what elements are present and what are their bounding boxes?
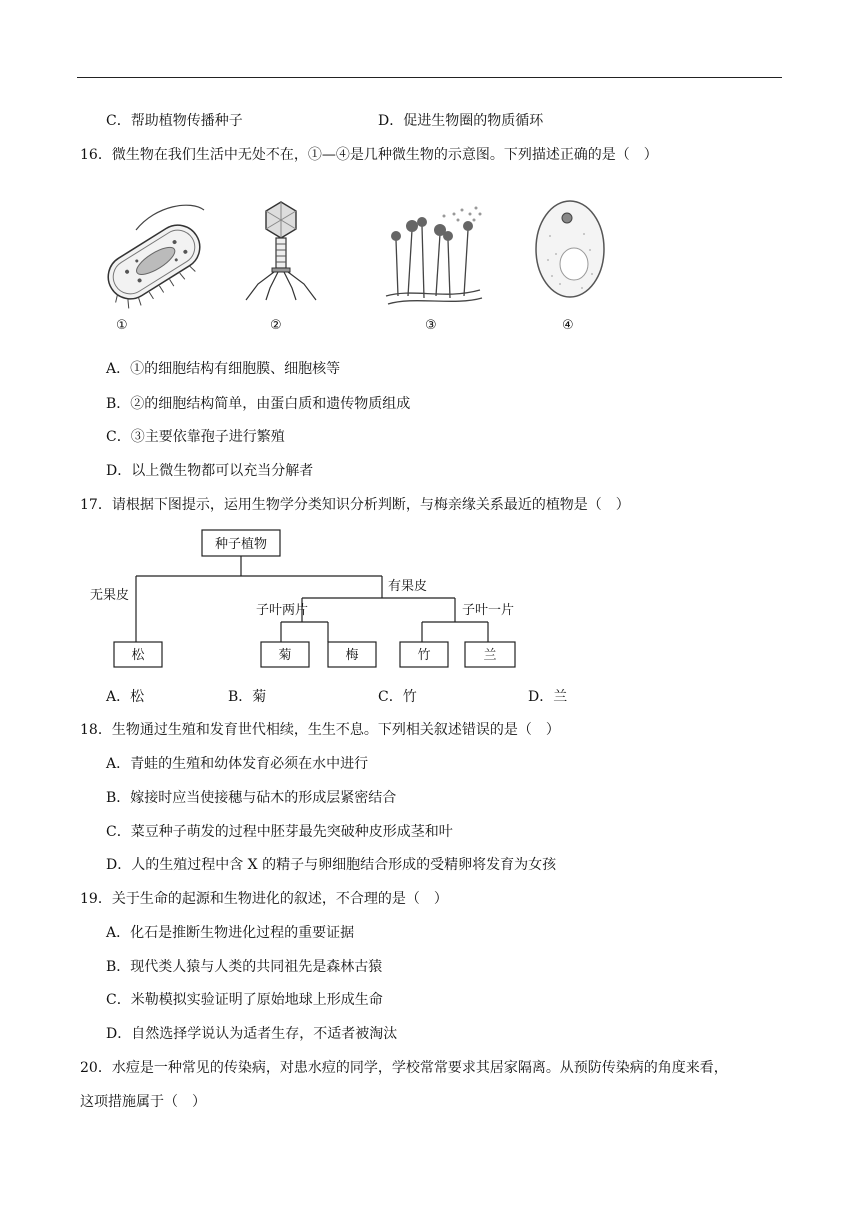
- tree-pericarp: 有果皮: [388, 579, 428, 594]
- bacterium-figure: [96, 200, 216, 312]
- q17-option-c: C．竹: [378, 689, 417, 705]
- q19-option-b: B．现代类人猿与人类的共同祖先是森林古猿: [106, 959, 383, 975]
- q19-option-d: D．自然选择学说认为适者生存，不适者被淘汰: [106, 1026, 398, 1042]
- q20-stem-line2: 这项措施属于（ ）: [80, 1094, 206, 1110]
- q16-option-d: D．以上微生物都可以充当分解者: [106, 463, 314, 479]
- q19-option-a: A．化石是推断生物进化过程的重要证据: [106, 925, 355, 941]
- q19-stem: 19．关于生命的起源和生物进化的叙述，不合理的是（ ）: [80, 891, 448, 907]
- q19-option-c: C．米勒模拟实验证明了原始地球上形成生命: [106, 992, 383, 1008]
- q15-option-d: D．促进生物圈的物质循环: [378, 113, 544, 129]
- tree-dicot: 子叶两片: [256, 603, 309, 618]
- figure-label-3: ③: [425, 318, 437, 333]
- tree-bamboo: 竹: [417, 648, 431, 663]
- tree-root: 种子植物: [214, 537, 268, 552]
- q17-option-d: D．兰: [528, 689, 568, 705]
- q18-stem: 18．生物通过生殖和发育世代相续，生生不息。下列相关叙述错误的是（ ）: [80, 722, 560, 738]
- figure-label-4: ④: [562, 318, 574, 333]
- q17-option-a: A．松: [106, 689, 145, 705]
- figure-label-1: ①: [116, 318, 128, 333]
- q18-option-d: D．人的生殖过程中含 X 的精子与卵细胞结合形成的受精卵将发育为女孩: [106, 857, 557, 873]
- q16-option-b: B．②的细胞结构简单，由蛋白质和遗传物质组成: [106, 396, 411, 412]
- classification-tree: [80, 526, 540, 674]
- q16-stem: 16．微生物在我们生活中无处不在，①—④是几种微生物的示意图。下列描述正确的是（ ）: [80, 147, 658, 163]
- yeast-figure: [530, 196, 610, 302]
- tree-no-pericarp: 无果皮: [90, 588, 130, 603]
- figure-label-2: ②: [270, 318, 282, 333]
- q15-option-c: C．帮助植物传播种子: [106, 113, 243, 129]
- q18-option-a: A．青蛙的生殖和幼体发育必须在水中进行: [106, 756, 369, 772]
- q17-option-b: B．菊: [228, 689, 267, 705]
- q18-option-b: B．嫁接时应当使接穗与砧木的形成层紧密结合: [106, 790, 397, 806]
- phage-figure: [236, 200, 326, 310]
- q16-option-a: A．①的细胞结构有细胞膜、细胞核等: [106, 361, 341, 377]
- q16-option-c: C．③主要依靠孢子进行繁殖: [106, 429, 285, 445]
- header-rule: [77, 77, 782, 78]
- tree-monocot: 子叶一片: [462, 603, 515, 618]
- tree-chrysanthemum: 菊: [278, 648, 292, 663]
- tree-orchid: 兰: [483, 648, 497, 663]
- mold-figure: [384, 200, 484, 310]
- tree-pine: 松: [131, 648, 145, 663]
- q20-stem-line1: 20．水痘是一种常见的传染病，对患水痘的同学，学校常常要求其居家隔离。从预防传染病的角度来看，: [80, 1060, 728, 1076]
- q17-stem: 17．请根据下图提示，运用生物学分类知识分析判断，与梅亲缘关系最近的植物是（ ）: [80, 497, 630, 513]
- tree-plum: 梅: [345, 648, 359, 663]
- q18-option-c: C．菜豆种子萌发的过程中胚芽最先突破种皮形成茎和叶: [106, 824, 453, 840]
